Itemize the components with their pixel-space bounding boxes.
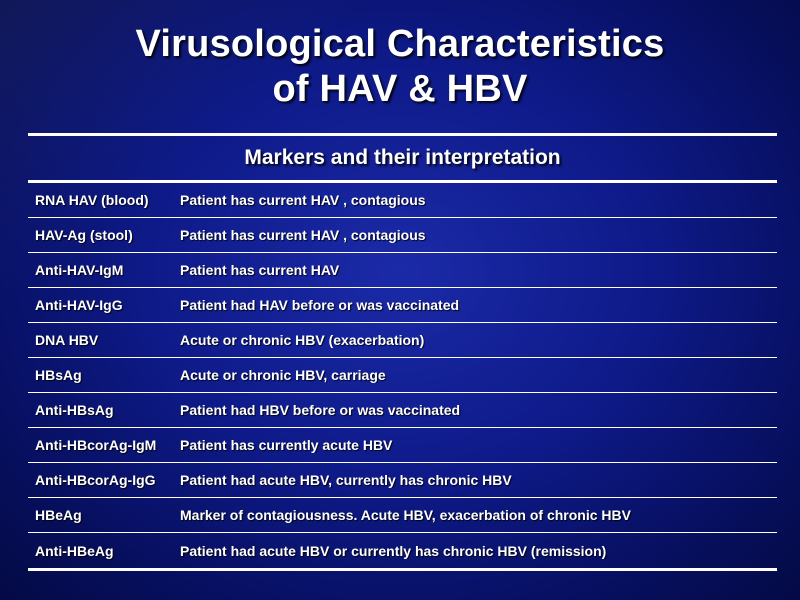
- marker-cell: DNA HBV: [35, 332, 99, 348]
- slide-title-line-1: Virusological Characteristics: [135, 23, 665, 65]
- marker-cell: Anti-HBeAg: [35, 542, 114, 559]
- table-row: [28, 323, 777, 358]
- table-header: Markers and their interpretation: [28, 133, 777, 183]
- table-row: [28, 183, 777, 218]
- interpretation-cell: Patient has current HAV , contagious: [180, 192, 426, 208]
- slide-title-line-2: of HAV & HBV: [272, 68, 528, 110]
- marker-cell: HBsAg: [35, 367, 82, 383]
- marker-cell: Anti-HAV-IgM: [35, 262, 124, 278]
- table-row: [28, 463, 777, 498]
- interpretation-cell: Patient has current HAV: [180, 262, 340, 278]
- interpretation-cell: Acute or chronic HBV, carriage: [180, 367, 386, 383]
- table-row: [28, 358, 777, 393]
- interpretation-cell: Acute or chronic HBV (exacerbation): [180, 332, 425, 348]
- marker-cell: Anti-HBsAg: [35, 402, 114, 418]
- markers-table: [28, 133, 777, 571]
- table-row: [28, 498, 777, 533]
- marker-cell: Anti-HAV-IgG: [35, 297, 123, 313]
- interpretation-cell: Patient had acute HBV, currently has chronic HBV: [180, 472, 512, 488]
- table-body: [28, 183, 777, 571]
- interpretation-cell: Patient had HBV before or was vaccinated: [180, 402, 461, 418]
- table-row: [28, 393, 777, 428]
- table-row: [28, 533, 777, 568]
- marker-cell: HAV-Ag (stool): [35, 227, 133, 243]
- interpretation-cell: Marker of contagiousness. Acute HBV, exacerbation of chronic HBV: [180, 507, 631, 523]
- table-row: [28, 288, 777, 323]
- marker-cell: HBeAg: [35, 507, 82, 523]
- slide-title: [0, 22, 800, 112]
- marker-cell: RNA HAV (blood): [35, 192, 149, 208]
- table-row: [28, 253, 777, 288]
- interpretation-cell: Patient had acute HBV or currently has chronic HBV (remission): [180, 542, 607, 559]
- table-row: [28, 218, 777, 253]
- marker-cell: Anti-HBcorAg-IgG: [35, 472, 156, 488]
- interpretation-cell: Patient has current HAV , contagious: [180, 227, 426, 243]
- marker-cell: Anti-HBcorAg-IgM: [35, 437, 157, 453]
- table-row: [28, 428, 777, 463]
- interpretation-cell: Patient had HAV before or was vaccinated: [180, 297, 460, 313]
- interpretation-cell: Patient has currently acute HBV: [180, 437, 393, 453]
